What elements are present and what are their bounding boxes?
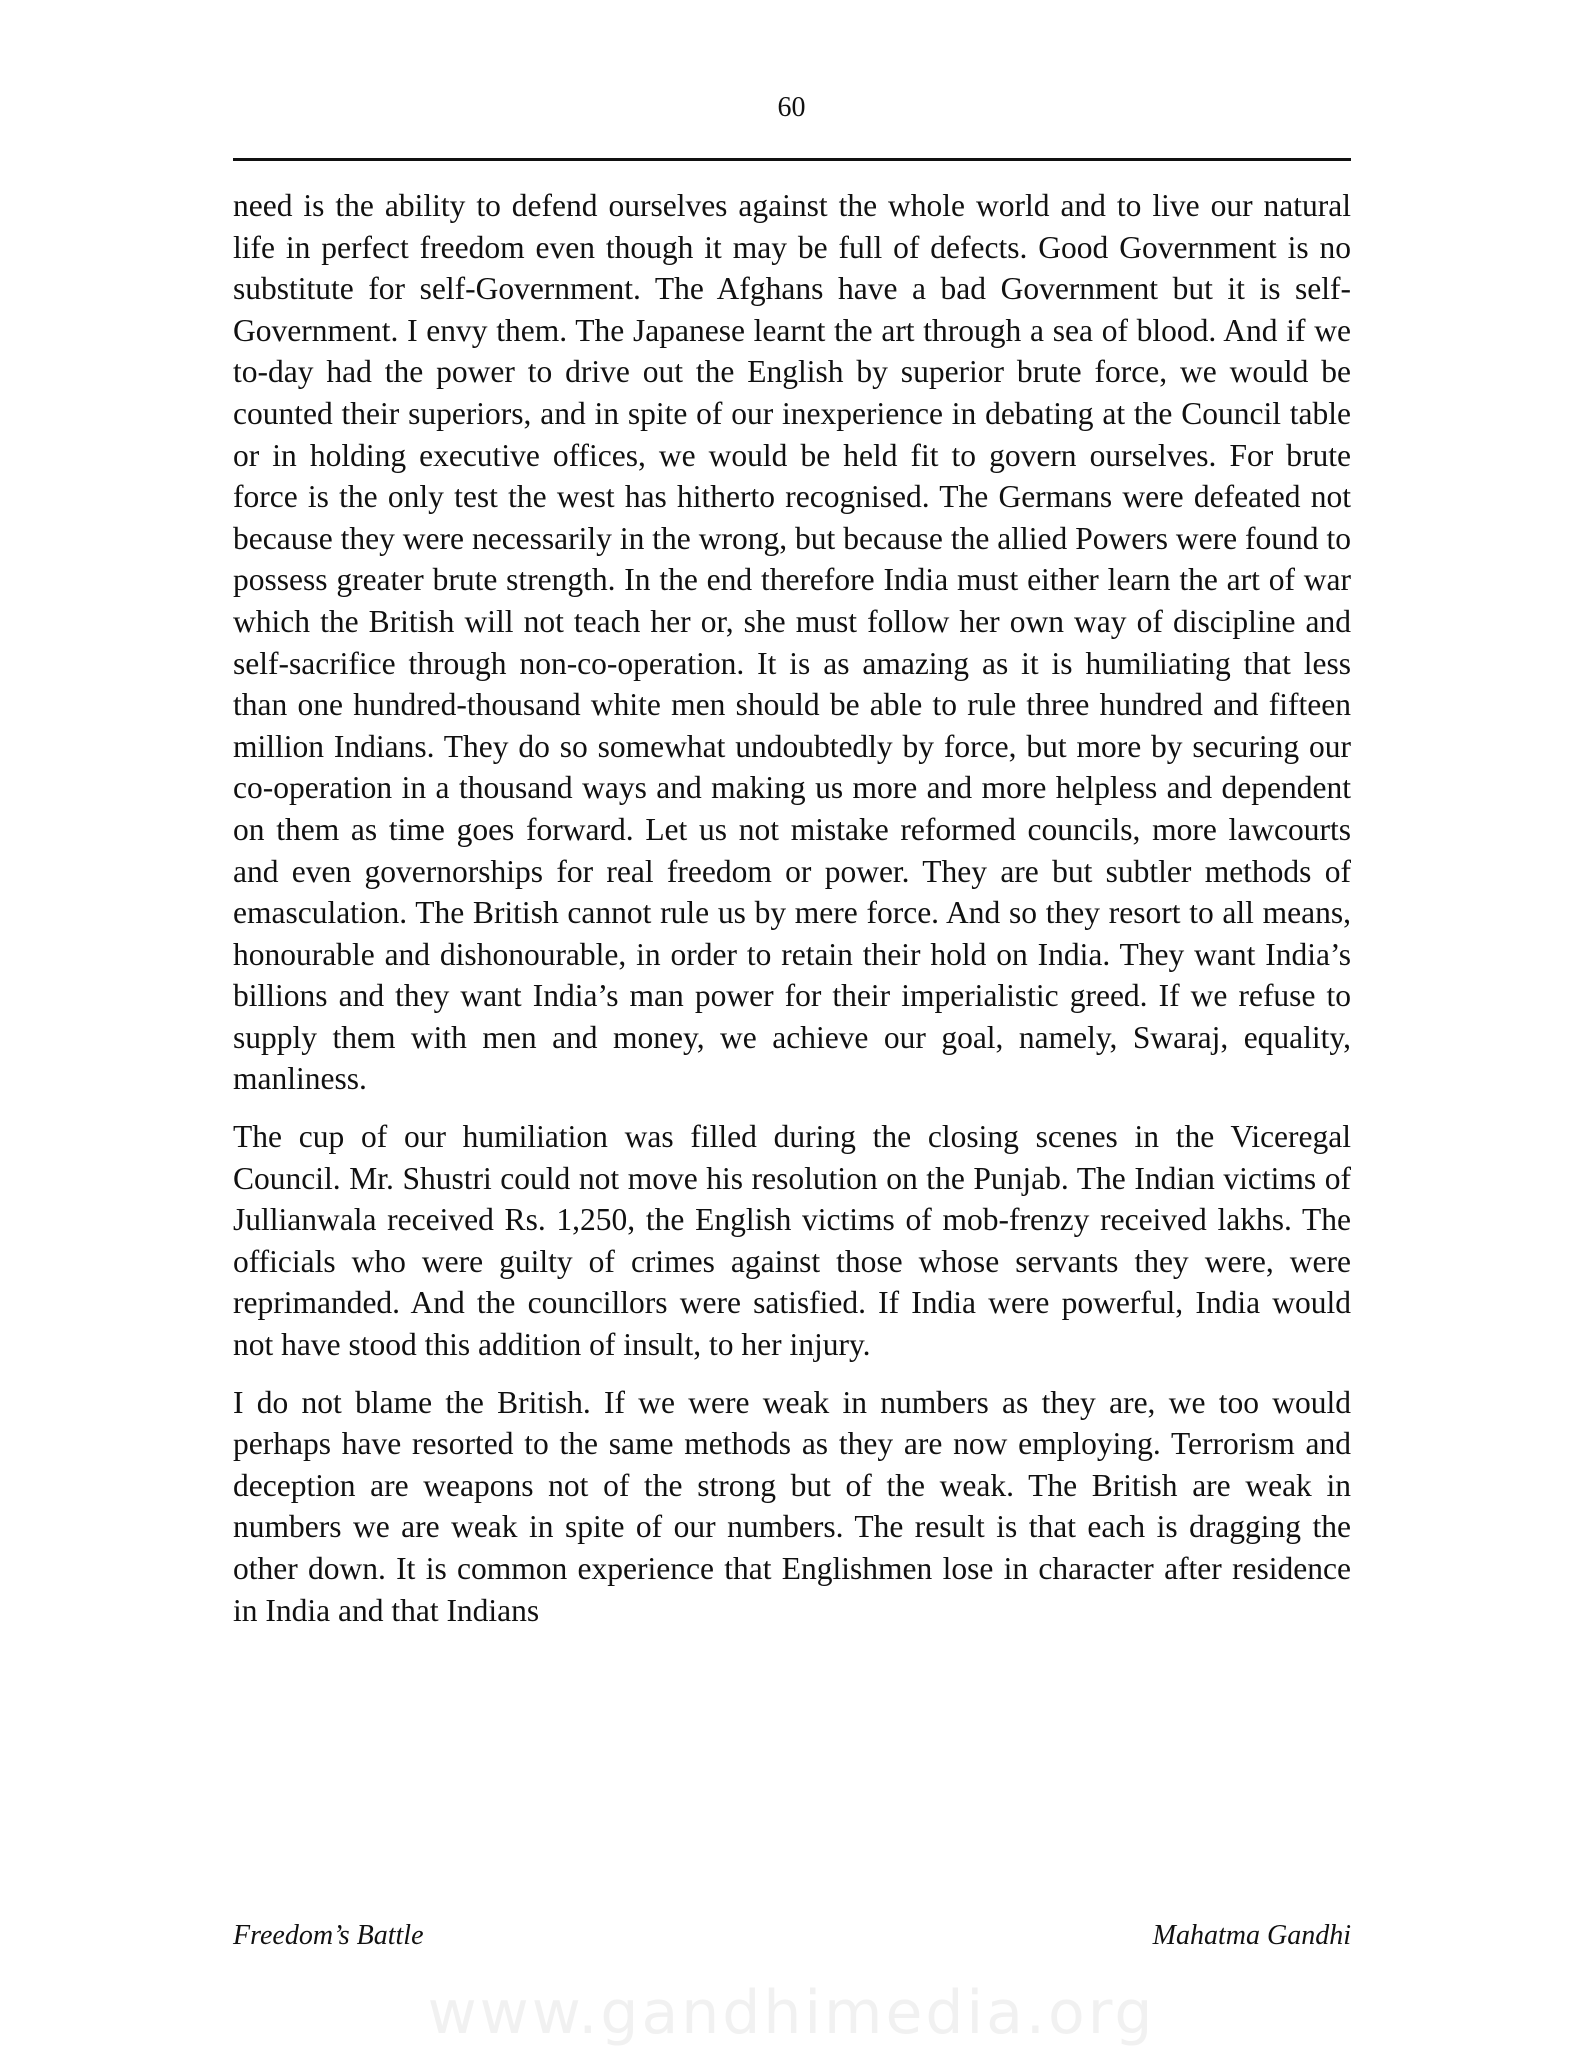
body-text (233, 185, 1351, 1647)
page-footer (233, 1920, 1351, 1952)
footer-book-title: Freedom’s Battle (233, 1920, 424, 1951)
paragraph-3: I do not blame the British. If we were weak in numbers as they are, we too would perhaps have resorted to the same methods as they are now employing. Terrorism and deception are weapons not of the strong but of the weak. The British are weak in numbers we are weak in spite of our numbers. The result is that each is dragging the other down. It is common experience that Englishmen lose in character after residence in India and that Indians (233, 1384, 1351, 1628)
paragraph-1: need is the ability to defend ourselves against the whole world and to live our natural life in perfect freedom even though it may be full of defects. Good Government is no substitute for self-Government. The Afghans have a bad Government but it is self-Government. I envy them. The Japanese learnt the art through a sea of blood. And if we to-day had the power to drive out the English by superior brute force, we would be counted their superiors, and in spite of our inexperience in debating at the Council table or in holding executive offices, we would be held fit to govern ourselves. For brute force is the only test the west has hitherto recognised. The Germans were defeated not because they were necessarily in the wrong, but because the allied Powers were found to possess greater brute strength. In the end therefore India must either learn the art of war which the British will not teach her or, she must follow her own way of discipline and self-sacrifice through non-co-operation. It is as amazing as it is humiliating that less than one hundred-thousand white men should be able to rule three hundred and fifteen million Indians. They do so somewhat undoubtedly by force, but more by securing our co-operation in a thousand ways and making us more and more helpless and dependent on them as time goes forward. Let us not mistake reformed councils, more lawcourts and even governorships for real freedom or power. They are but subtler methods of emasculation. The British cannot rule us by mere force. And so they resort to all means, honourable and dishonourable, in order to retain their hold on India. They want India’s billions and they want India’s man power for their imperialistic greed. If we refuse to supply them with men and money, we achieve our goal, namely, Swaraj, equality, manliness. (233, 188, 1351, 1097)
page-number: 60 (777, 92, 806, 123)
paragraph-2: The cup of our humiliation was filled during the closing scenes in the Viceregal Council. Mr. Shustri could not move his resolution on the Punjab. The Indian victims of Jullianwala received Rs. 1,250, the English victims of mob-frenzy received lakhs. The officials who were guilty of crimes against those whose servants they were, were reprimanded. And the councillors were satisfied. If India were powerful, India would not have stood this addition of insult, to her injury. (233, 1119, 1351, 1363)
footer-author: Mahatma Gandhi (1152, 1920, 1351, 1951)
watermark-text: www.gandhimedia.org (427, 1978, 1156, 2048)
header-divider (233, 158, 1351, 161)
